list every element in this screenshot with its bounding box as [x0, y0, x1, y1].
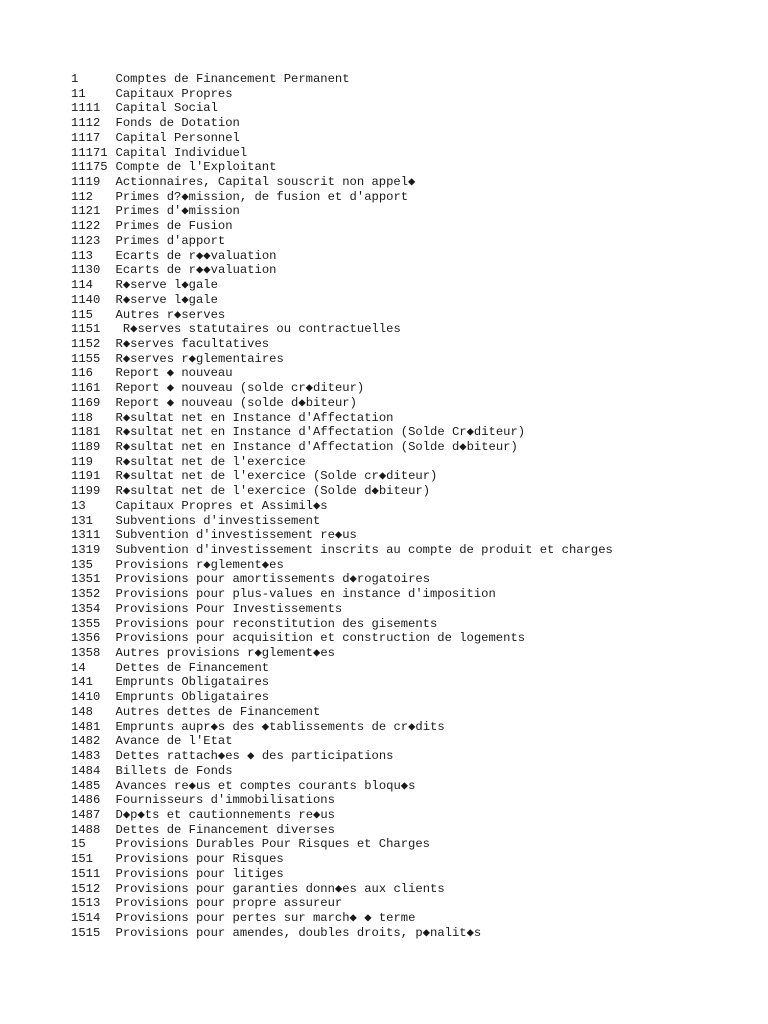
account-row	[71, 572, 613, 587]
account-code: 1410	[71, 690, 101, 705]
account-code: 1354	[71, 601, 101, 616]
account-code: 1117	[71, 130, 101, 145]
account-label: Provisions pour litiges	[115, 866, 284, 881]
account-code: 1352	[71, 587, 101, 602]
account-label: Report ◆ nouveau	[115, 366, 233, 381]
account-code: 1123	[71, 233, 101, 248]
account-row	[71, 352, 613, 367]
account-row	[71, 808, 613, 823]
account-label: Report ◆ nouveau (solde d◆biteur)	[115, 395, 357, 410]
account-row	[71, 160, 613, 175]
account-code: 1119	[71, 175, 101, 190]
account-row	[71, 734, 613, 749]
account-row	[71, 455, 613, 470]
account-row	[71, 219, 613, 234]
account-code: 1199	[71, 484, 101, 499]
account-code: 11	[71, 86, 86, 101]
account-row	[71, 926, 613, 941]
account-label: R◆sultat net de l'exercice	[115, 454, 306, 469]
account-label: Report ◆ nouveau (solde cr◆diteur)	[115, 381, 365, 396]
account-row	[71, 837, 613, 852]
account-label: Billets de Fonds	[115, 763, 233, 778]
account-label: Provisions pour propre assureur	[115, 896, 343, 911]
account-row	[71, 72, 613, 87]
account-code: 1486	[71, 793, 101, 808]
account-code: 11175	[71, 160, 108, 175]
account-code: 113	[71, 248, 93, 263]
account-row	[71, 882, 613, 897]
account-code: 118	[71, 410, 93, 425]
account-code: 116	[71, 366, 93, 381]
account-code: 1356	[71, 631, 101, 646]
account-code: 1351	[71, 572, 101, 587]
account-label: Capital Social	[115, 101, 218, 116]
account-label: Comptes de Financement Permanent	[115, 72, 350, 86]
account-label: Provisions Durables Pour Risques et Charges	[115, 837, 430, 852]
account-label: Provisions r◆glement◆es	[115, 557, 284, 572]
account-row	[71, 484, 613, 499]
account-row	[71, 116, 613, 131]
account-row	[71, 263, 613, 278]
account-code: 1513	[71, 896, 101, 911]
account-label: Capitaux Propres	[115, 86, 233, 101]
account-code: 1121	[71, 204, 101, 219]
account-label: R◆sultat net en Instance d'Affectation (Solde Cr◆diteur)	[115, 425, 526, 440]
account-code: 131	[71, 513, 93, 528]
account-label: Emprunts Obligataires	[115, 690, 270, 705]
account-row	[71, 411, 613, 426]
account-code: 1311	[71, 528, 101, 543]
account-label: Primes d'apport	[115, 233, 226, 248]
account-row	[71, 852, 613, 867]
account-code: 115	[71, 307, 93, 322]
account-code: 1191	[71, 469, 101, 484]
account-label: Subventions d'investissement	[115, 513, 321, 528]
account-row	[71, 867, 613, 882]
account-label: Capital Personnel	[115, 130, 240, 145]
account-row	[71, 528, 613, 543]
account-row	[71, 440, 613, 455]
account-label: Fournisseurs d'immobilisations	[115, 793, 335, 808]
account-row	[71, 617, 613, 632]
account-code: 1	[71, 72, 79, 86]
account-code: 15	[71, 837, 86, 852]
account-code: 112	[71, 189, 93, 204]
account-list	[71, 72, 613, 940]
account-label: R◆sultat net en Instance d'Affectation	[115, 410, 394, 425]
account-row	[71, 381, 613, 396]
account-label: R◆serve l◆gale	[115, 278, 218, 293]
account-row	[71, 146, 613, 161]
account-label: Dettes de Financement diverses	[115, 822, 335, 837]
account-label: Dettes rattach◆es ◆ des participations	[115, 749, 394, 764]
account-label: Autres dettes de Financement	[115, 704, 321, 719]
account-code: 11171	[71, 145, 108, 160]
account-row	[71, 337, 613, 352]
account-label: Primes de Fusion	[115, 219, 233, 234]
account-label: Provisions pour amendes, doubles droits, p◆nalit◆s	[115, 925, 482, 940]
account-row	[71, 131, 613, 146]
account-label: R◆sultat net de l'exercice (Solde cr◆diteur)	[115, 469, 438, 484]
account-code: 1112	[71, 116, 101, 131]
account-row	[71, 190, 613, 205]
account-row	[71, 779, 613, 794]
account-code: 1488	[71, 822, 101, 837]
account-label: Provisions pour garanties donn◆es aux clients	[115, 881, 445, 896]
account-row	[71, 366, 613, 381]
account-code: 13	[71, 498, 86, 513]
account-code: 1189	[71, 439, 101, 454]
account-row	[71, 558, 613, 573]
account-row	[71, 690, 613, 705]
account-label: Provisions pour acquisition et construction de logements	[115, 631, 526, 646]
account-code: 1155	[71, 351, 101, 366]
account-code: 1515	[71, 925, 101, 940]
account-row	[71, 249, 613, 264]
account-row	[71, 543, 613, 558]
account-code: 151	[71, 852, 93, 867]
account-label: Emprunts Obligataires	[115, 675, 270, 690]
account-row	[71, 308, 613, 323]
account-code: 1483	[71, 749, 101, 764]
account-code: 1485	[71, 778, 101, 793]
account-label: R◆sultat net de l'exercice (Solde d◆biteur)	[115, 484, 431, 499]
account-code: 148	[71, 704, 93, 719]
account-code: 1140	[71, 292, 101, 307]
account-code: 1487	[71, 807, 101, 822]
account-row	[71, 911, 613, 926]
account-label: R◆serves r◆glementaires	[115, 351, 284, 366]
account-row	[71, 278, 613, 293]
account-label: Provisions pour pertes sur march◆ ◆ terme	[115, 910, 416, 925]
account-row	[71, 749, 613, 764]
account-code: 1355	[71, 616, 101, 631]
account-label: Provisions pour Risques	[115, 852, 284, 867]
account-row	[71, 101, 613, 116]
account-label: Provisions pour plus-values en instance d'imposition	[115, 587, 496, 602]
account-label: Provisions Pour Investissements	[115, 601, 343, 616]
account-row	[71, 602, 613, 617]
account-row	[71, 705, 613, 720]
account-code: 1130	[71, 263, 101, 278]
account-code: 119	[71, 454, 93, 469]
account-row	[71, 823, 613, 838]
account-row	[71, 234, 613, 249]
account-code: 1482	[71, 734, 101, 749]
account-row	[71, 204, 613, 219]
account-code: 1514	[71, 910, 101, 925]
account-code: 1512	[71, 881, 101, 896]
account-label: R◆serves facultatives	[115, 336, 270, 351]
account-code: 1319	[71, 543, 101, 557]
account-label: Subvention d'investissement re◆us	[115, 528, 357, 543]
account-row	[71, 646, 613, 661]
account-code: 114	[71, 278, 93, 293]
account-row	[71, 661, 613, 676]
account-label: Primes d?◆mission, de fusion et d'apport	[115, 189, 409, 204]
account-label: Dettes de Financement	[115, 660, 270, 675]
account-row	[71, 896, 613, 911]
account-code: 14	[71, 660, 86, 675]
account-label: Capital Individuel	[115, 145, 248, 160]
account-label: Provisions pour reconstitution des gisements	[115, 616, 438, 631]
account-code: 1122	[71, 219, 101, 234]
account-label: Actionnaires, Capital souscrit non appel◆	[115, 175, 416, 190]
account-label: R◆sultat net en Instance d'Affectation (Solde d◆biteur)	[115, 439, 518, 454]
account-label: Primes d'◆mission	[115, 204, 240, 219]
account-row	[71, 720, 613, 735]
account-label: Compte de l'Exploitant	[115, 160, 277, 175]
account-row	[71, 793, 613, 808]
account-row	[71, 675, 613, 690]
account-label: Emprunts aupr◆s des ◆tablissements de cr◆dits	[115, 719, 445, 734]
account-label: R◆serve l◆gale	[115, 292, 218, 307]
account-label: D◆p◆ts et cautionnements re◆us	[115, 807, 335, 822]
account-row	[71, 322, 613, 337]
account-label: Ecarts de r◆◆valuation	[115, 248, 277, 263]
account-row	[71, 175, 613, 190]
account-code: 1151	[71, 322, 101, 337]
account-code: 1481	[71, 719, 101, 734]
account-code: 1511	[71, 866, 101, 881]
account-label: Autres provisions r◆glement◆es	[115, 646, 335, 661]
account-code: 1358	[71, 646, 101, 661]
account-code: 1181	[71, 425, 101, 440]
account-label: Provisions pour amortissements d◆rogatoires	[115, 572, 431, 587]
account-row	[71, 293, 613, 308]
account-code: 1111	[71, 101, 101, 116]
account-code: 135	[71, 557, 93, 572]
account-code: 1169	[71, 395, 101, 410]
account-row	[71, 631, 613, 646]
account-row	[71, 425, 613, 440]
account-label: Fonds de Dotation	[115, 116, 240, 131]
account-code: 141	[71, 675, 93, 690]
account-row	[71, 764, 613, 779]
account-code: 1152	[71, 336, 101, 351]
account-code: 1484	[71, 763, 101, 778]
account-row	[71, 469, 613, 484]
account-code: 1161	[71, 381, 101, 396]
account-label: R◆serves statutaires ou contractuelles	[115, 322, 401, 337]
account-label: Autres r◆serves	[115, 307, 226, 322]
account-label: Avance de l'Etat	[115, 734, 233, 749]
account-label: Avances re◆us et comptes courants bloqu◆s	[115, 778, 416, 793]
account-row	[71, 499, 613, 514]
account-label: Subvention d'investissement inscrits au compte de produit et charges	[115, 543, 613, 557]
account-row	[71, 87, 613, 102]
account-row	[71, 514, 613, 529]
account-label: Ecarts de r◆◆valuation	[115, 263, 277, 278]
account-row	[71, 587, 613, 602]
account-label: Capitaux Propres et Assimil◆s	[115, 498, 328, 513]
account-row	[71, 396, 613, 411]
